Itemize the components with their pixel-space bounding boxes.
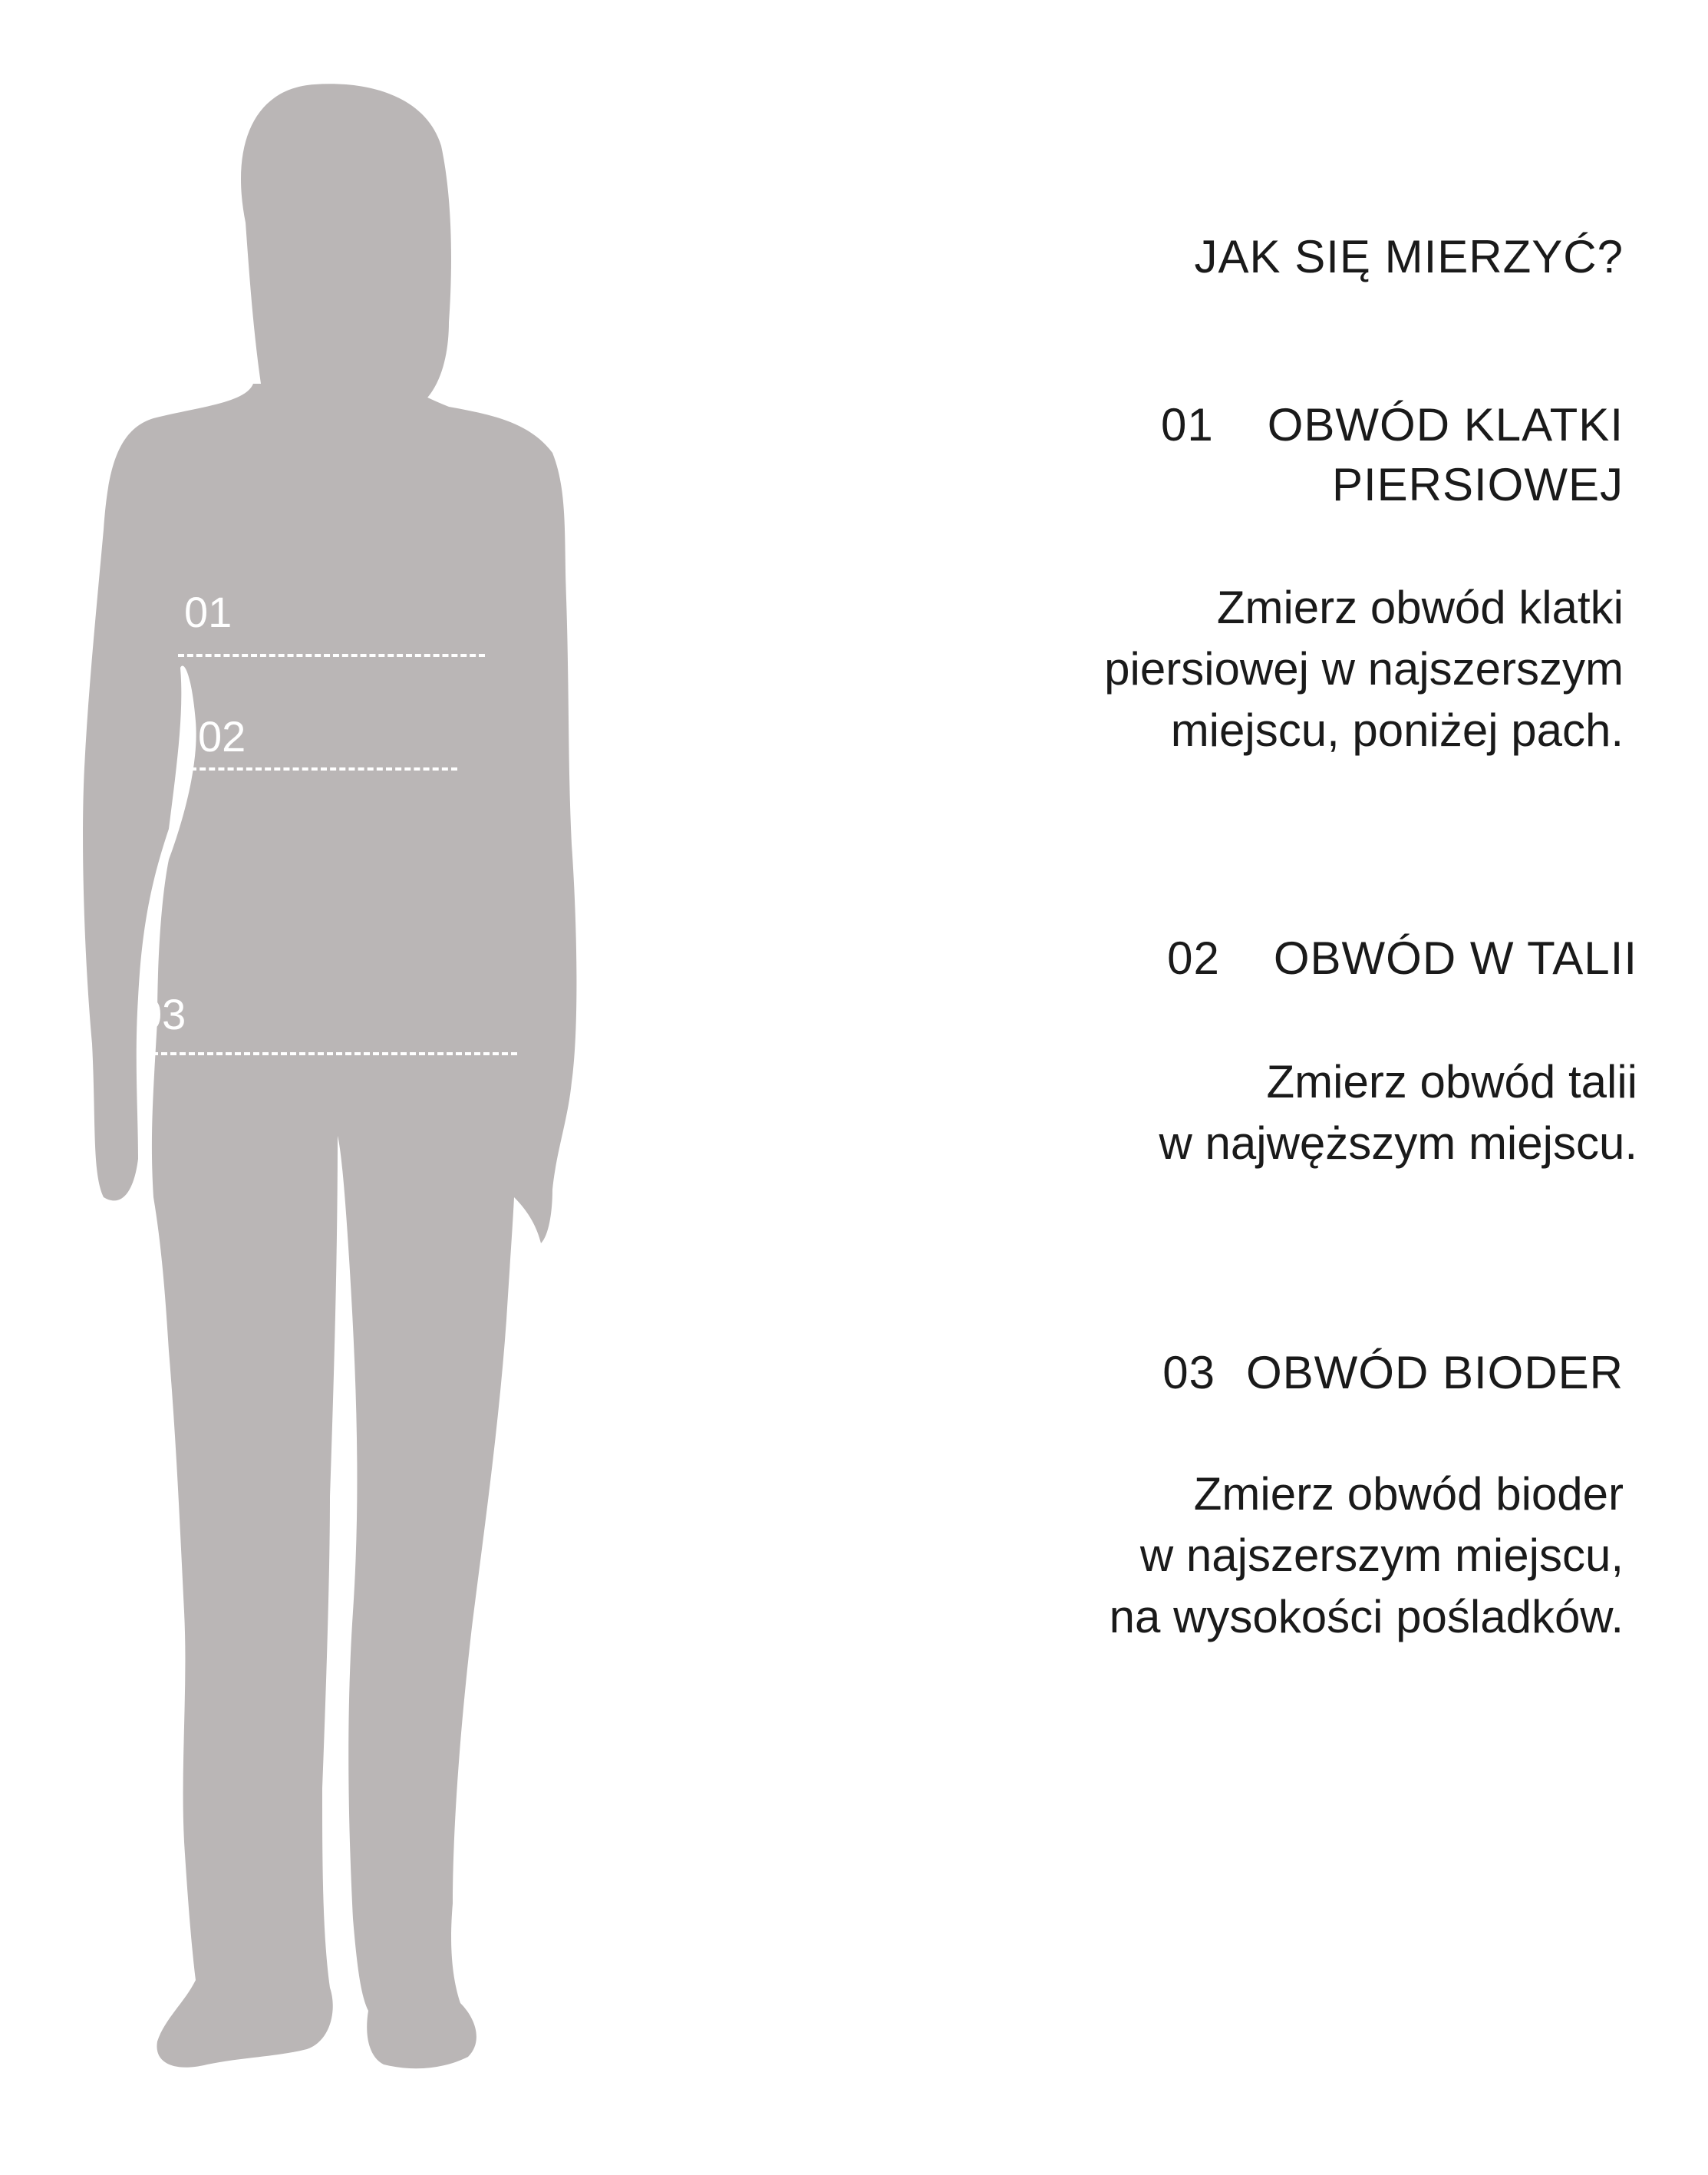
section-title: OBWÓD BIODER <box>1245 1347 1624 1398</box>
section-title: OBWÓD KLATKI PIERSIOWEJ <box>1267 399 1624 510</box>
section-title: OBWÓD W TALII <box>1273 932 1637 984</box>
section-waist-heading <box>1167 929 1637 988</box>
section-waist-description: Zmierz obwód talii w najwęższym miejscu. <box>1159 1056 1637 1169</box>
section-chest-description: Zmierz obwód klatki piersiowej w najszerszym miejscu, poniżej pach. <box>1104 582 1624 756</box>
section-hips-description: Zmierz obwód bioder w najszerszym miejscu, na wysokości pośladków. <box>1109 1468 1624 1642</box>
marker-label-02: 02 <box>198 712 246 761</box>
page-title: JAK SIĘ MIERZYĆ? <box>1194 231 1624 282</box>
section-chest-heading <box>1161 395 1624 515</box>
section-hips-heading <box>1162 1343 1624 1403</box>
marker-label-03: 03 <box>138 990 186 1038</box>
waist-line <box>190 767 457 771</box>
section-number: 03 <box>1162 1347 1215 1398</box>
section-number: 01 <box>1160 399 1214 451</box>
hips-line <box>143 1052 517 1055</box>
marker-label-01: 01 <box>184 588 232 636</box>
section-number: 02 <box>1167 932 1220 984</box>
chest-line <box>178 654 485 657</box>
